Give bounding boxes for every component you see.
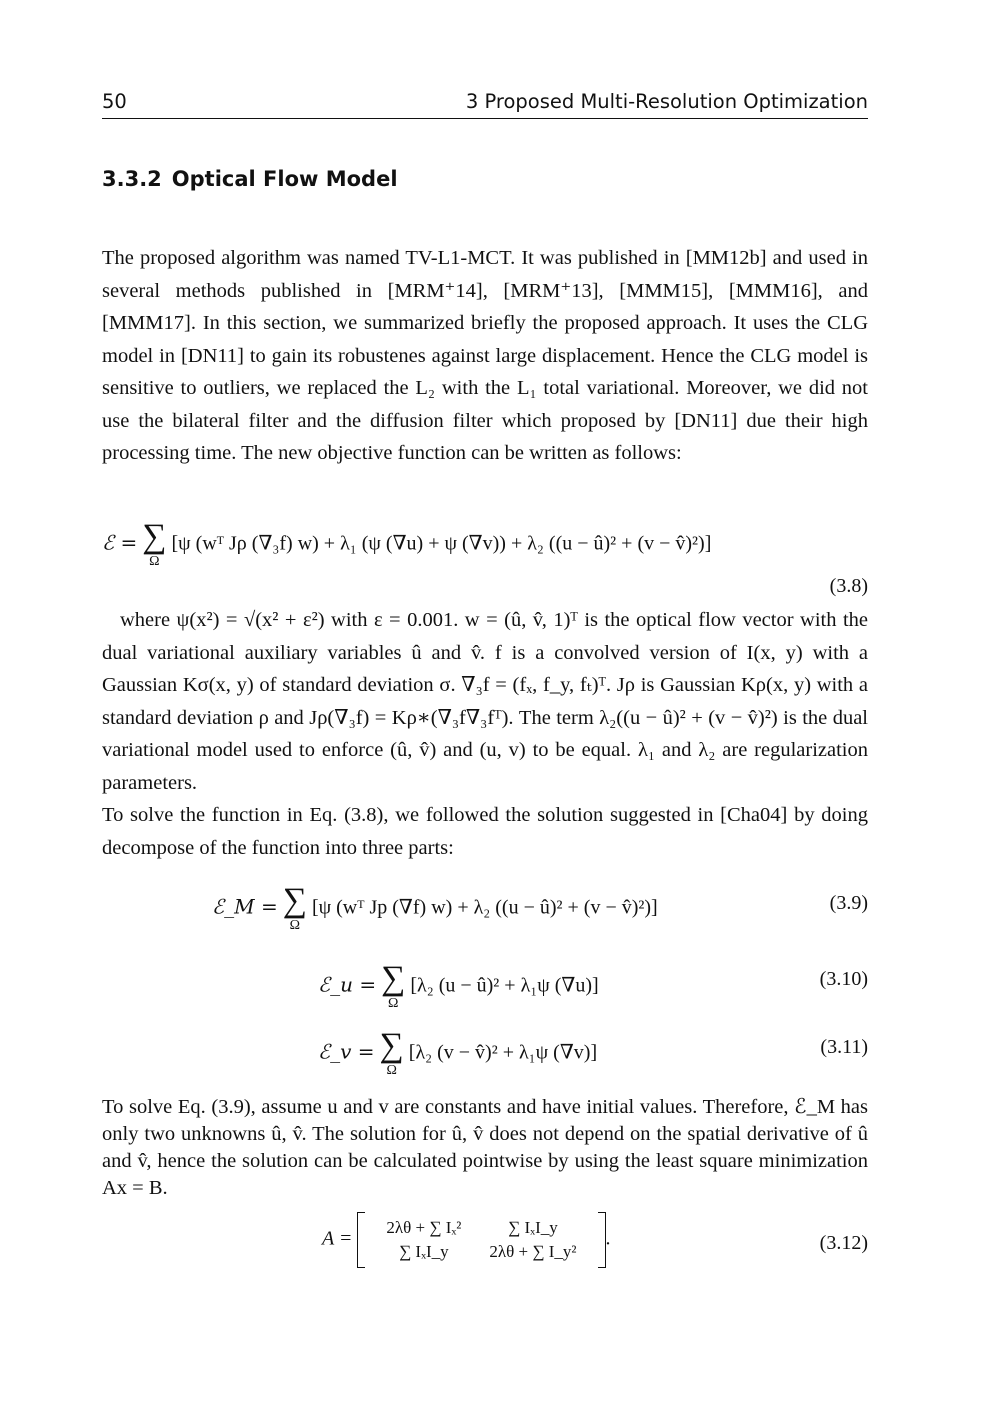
- eq38-lhs: ℰ =: [102, 530, 138, 555]
- eq311-body: [λ₂ (v − v̂)² + λ₁ψ (∇v)]: [408, 1041, 598, 1064]
- paragraph-intro-text: The proposed algorithm was named TV-L1-MCT. It was published in [MM12b] and used in several methods published in [MRM⁺14], [MRM⁺13], [MMM15], [MMM16], and [MMM17]. In this section, we summarized briefly the proposed approach. It uses the CLG model in [DN11] to gain its robustenes against large displacement. Hence the CLG model is sensitive to outliers, we replaced the L₂ with the L₁ total variational. Moreover, we did not use the bilateral filter and the diffusion filter which proposed by [DN11] due their high processing time. The new objective function can be written as follows:: [102, 247, 868, 464]
- equation-3-9: [212, 884, 658, 934]
- paragraph-solution: [102, 1094, 868, 1202]
- eq311-lhs: ℰ_v =: [318, 1039, 375, 1064]
- section-title: Optical Flow Model: [171, 167, 398, 191]
- paragraph-intro: [102, 242, 868, 470]
- eq39-lhs: ℰ_M =: [212, 894, 278, 919]
- equation-number-3-8: (3.8): [829, 575, 868, 597]
- eq38-sum: ∑ Ω: [142, 518, 167, 569]
- section-number: 3.3.2: [102, 167, 162, 191]
- eq312-m22: 2λθ + ∑ I_y²: [489, 1242, 577, 1261]
- equation-3-11: [318, 1029, 597, 1079]
- eq312-m12: ∑ IₓI_y: [508, 1218, 558, 1237]
- equation-number-3-10: (3.10): [819, 968, 868, 990]
- equation-3-10: [318, 962, 599, 1012]
- eq312-m11: 2λθ + ∑ Iₓ²: [386, 1218, 462, 1237]
- eq311-sum-sub: Ω: [386, 1063, 397, 1078]
- eq39-sum: ∑ Ω: [282, 882, 307, 933]
- paragraph-definitions: [102, 604, 868, 799]
- paragraph-decompose: [102, 799, 868, 864]
- eq310-sum-sub: Ω: [388, 996, 399, 1011]
- running-header: [102, 88, 868, 119]
- eq311-sum: ∑ Ω: [379, 1027, 404, 1078]
- eq312-matrix: [357, 1212, 605, 1268]
- equation-number-3-9: (3.9): [829, 892, 868, 914]
- eq310-sum: ∑ Ω: [381, 960, 406, 1011]
- eq38-sum-sub: Ω: [149, 554, 160, 569]
- eq39-sum-sub: Ω: [289, 918, 301, 933]
- section-heading: [102, 167, 398, 191]
- eq312-m21: ∑ IₓI_y: [399, 1242, 449, 1261]
- running-title: 3 Proposed Multi-Resolution Optimization: [465, 90, 868, 113]
- equation-3-8: [102, 520, 711, 570]
- eq38-body: [ψ (wᵀ Jρ (∇₃f) w) + λ₁ (ψ (∇u) + ψ (∇v)) + λ₂ ((u − û)² + (v − v̂)²)]: [171, 532, 712, 555]
- eq312-lhs: A =: [322, 1227, 353, 1250]
- eq39-body: [ψ (wᵀ Jp (∇f) w) + λ₂ ((u − û)² + (v − v̂)²)]: [311, 896, 658, 919]
- equation-number-3-11: (3.11): [820, 1036, 868, 1058]
- equation-number-3-12: (3.12): [819, 1232, 868, 1254]
- equation-3-12: [322, 1212, 611, 1268]
- eq310-lhs: ℰ_u =: [318, 972, 377, 997]
- paragraph-definitions-text: where ψ(x²) = √(x² + ε²) with ε = 0.001. w = (û, v̂, 1)ᵀ is the optical flow vector with the dual variational auxiliary variables û and v̂. f is a convolved version of I(x, y) with a Gaussian Kσ(x, y) of standard deviation σ. ∇₃f = (fₓ, f_y, fₜ)ᵀ. Jρ is Gaussian Kρ(x, y) with a standard deviation ρ and Jρ(∇₃f) = Kρ∗(∇₃f∇₃fᵀ). The term λ₂((u − û)² + (v − v̂)²) is the dual variational model used to enforce (û, v̂) and (u, v) to be equal. λ₁ and λ₂ are regularization parameters.: [102, 609, 868, 794]
- paragraph-solution-text: To solve Eq. (3.9), assume u and v are constants and have initial values. Therefore, ℰ_M has only two unknowns û, v̂. The solution for û, v̂ does not depend on the spatial derivative of û and v̂, hence the solution can be calculated pointwise by using the least square minimization Ax = B.: [102, 1096, 868, 1199]
- eq310-body: [λ₂ (u − û)² + λ₁ψ (∇u)]: [410, 974, 599, 997]
- eq312-tail: .: [605, 1227, 611, 1250]
- paragraph-decompose-text: To solve the function in Eq. (3.8), we followed the solution suggested in [Cha04] by doing decompose of the function into three parts:: [102, 804, 868, 859]
- page-number: 50: [102, 90, 127, 113]
